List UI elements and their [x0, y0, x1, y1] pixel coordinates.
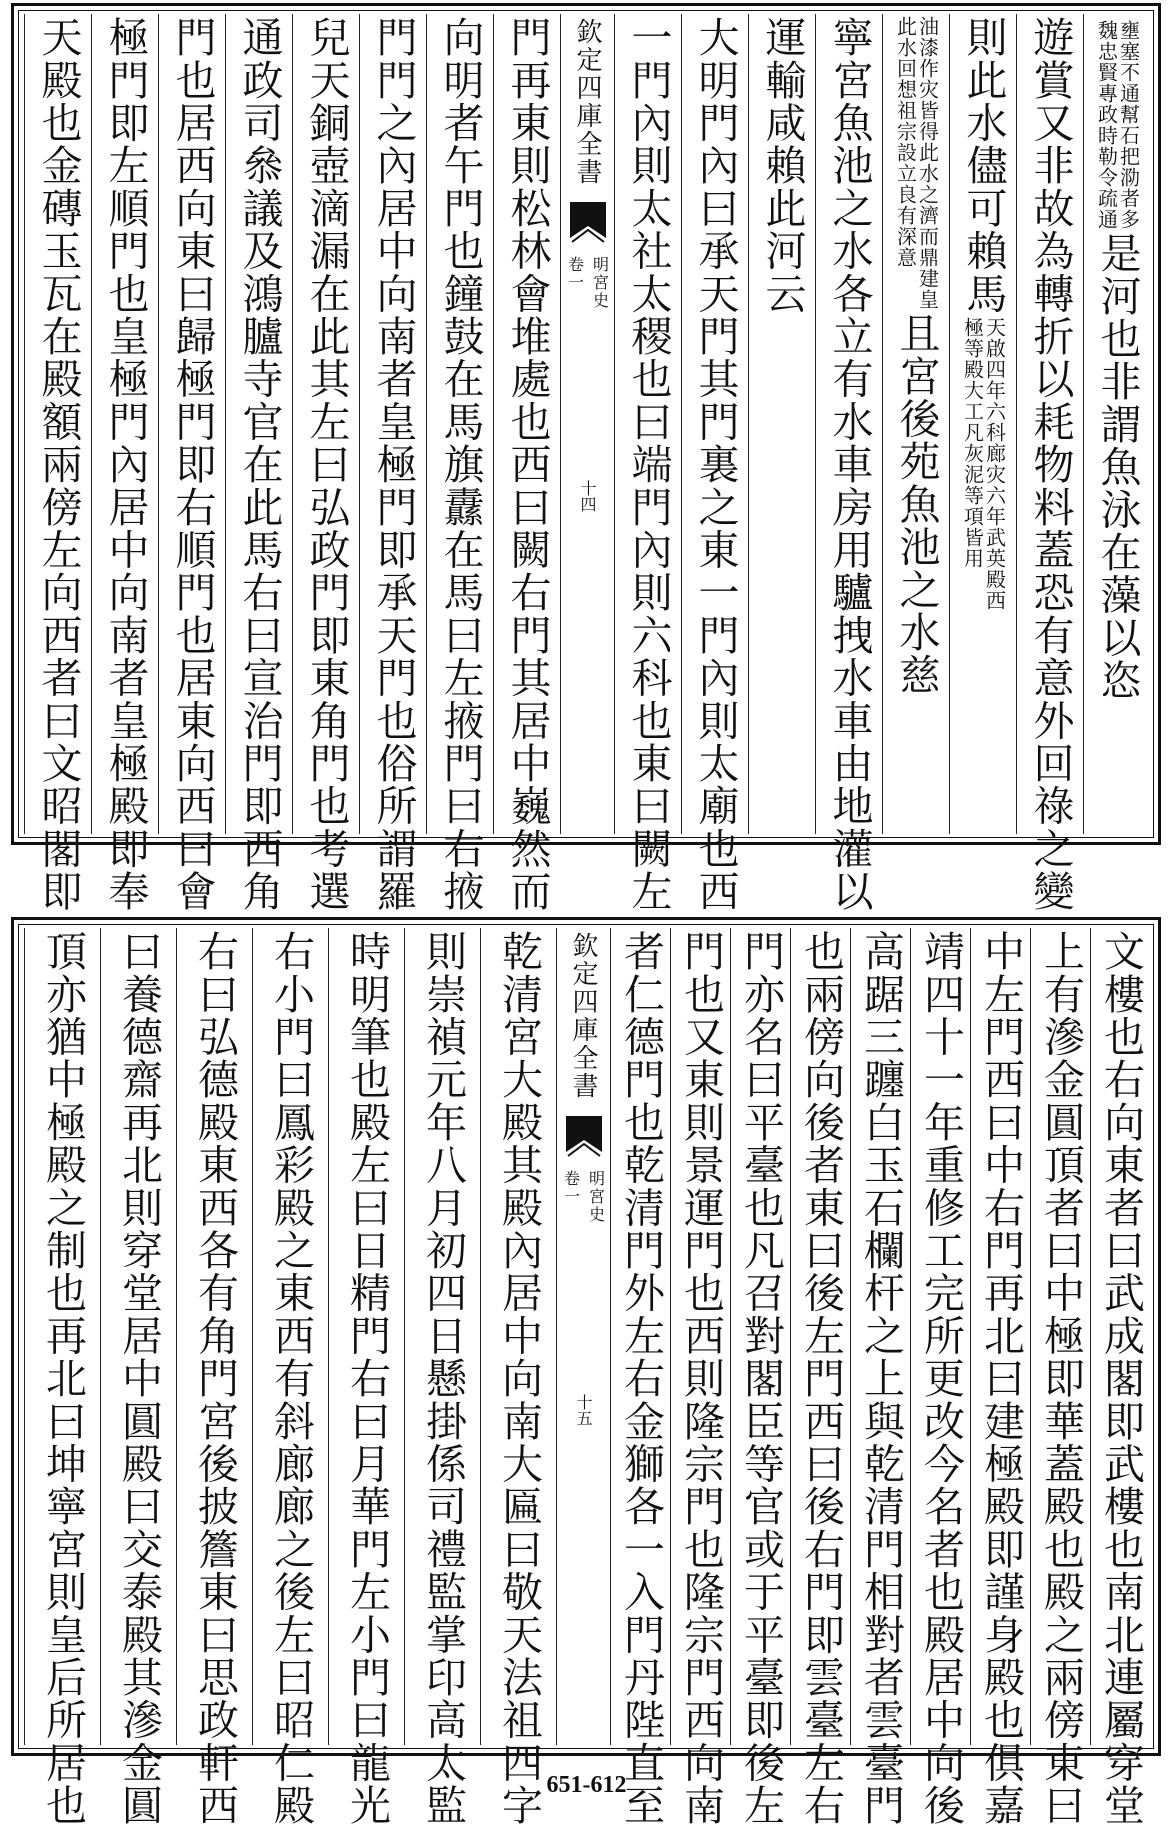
text-line: 高踞三躔白玉石欄杆之上與乾清門相對者雲臺門 — [857, 930, 905, 1827]
text-column — [1083, 14, 1150, 834]
text-column — [730, 928, 790, 1827]
text-line: 也兩傍向後者東曰後左門西曰後右門即雲臺左右 — [797, 930, 845, 1827]
text-column — [670, 928, 730, 1827]
text-column — [850, 928, 910, 1827]
text-line: 門亦名曰平臺也凡召對閣臣等官或于平臺即後左 — [737, 930, 785, 1827]
note-line: 壅塞不通幫石把泐者多 — [1116, 20, 1141, 230]
text-column — [1030, 928, 1090, 1827]
note-line: 天啟四年六科廊灾六年武英殿西 — [982, 316, 1007, 611]
text-line: 則此水儘可賴馬 — [959, 16, 1008, 315]
gutter-book-info — [564, 256, 612, 310]
text-column — [158, 14, 225, 913]
text-line: 極門即左順門也皇極門內居中向南者皇極殿即奉 — [101, 16, 150, 913]
text-line: 上有滲金圓頂者曰中極即華蓋殿也殿之兩傍東曰 — [1037, 930, 1085, 1827]
text-column — [426, 14, 493, 913]
text-line: 右曰弘德殿東西各有角門宮後披簷東曰思政軒西 — [191, 930, 239, 1827]
text-column — [359, 14, 426, 913]
text-line: 中左門西曰中右門再北曰建極殿即謹身殿也俱嘉 — [977, 930, 1025, 1827]
gutter-title: 欽定四庫全書 — [572, 18, 602, 186]
note-line: 極等殿大工凡灰泥等項皆用 — [960, 316, 985, 569]
gutter-leaf-number: 十五 — [574, 1394, 593, 1426]
gutter-book-info — [560, 1170, 608, 1224]
text-line: 時明筆也殿左曰日精門右曰月華門左小門曰龍光 — [343, 930, 391, 1827]
text-column — [176, 928, 252, 1827]
gutter-volume: 卷一 — [561, 1170, 581, 1206]
interlinear-note — [895, 14, 938, 310]
text-column — [100, 928, 176, 1827]
text-line: 則崇禎元年八月初四日懸掛係司禮監掌印高太監 — [419, 930, 467, 1827]
text-line: 寧宮魚池之水各立有水車房用驢拽水車由地灌以 — [825, 16, 874, 913]
text-column — [24, 14, 91, 913]
text-column — [790, 928, 850, 1827]
text-column — [815, 14, 882, 913]
text-column — [493, 14, 560, 913]
page-frame — [11, 3, 1161, 913]
text-column — [882, 14, 949, 834]
text-column — [252, 928, 328, 1827]
text-column — [1016, 14, 1083, 913]
text-line: 通政司叅議及鴻臚寺官在此馬右曰宣治門即西角 — [235, 16, 284, 913]
text-line: 門門之內居中向南者皇極門即承天門也俗所謂羅 — [369, 16, 418, 913]
text-line: 兒天銅壺滴漏在此其左曰弘政門即東角門也考選 — [302, 16, 351, 913]
text-column — [292, 14, 359, 913]
text-line: 門再東則松林會堆處也西曰闕右門其居中巍然而 — [503, 16, 552, 913]
page-gutter — [556, 928, 610, 1745]
text-line: 向明者午門也鐘鼓在馬旗纛在馬曰左掖門曰右掖 — [436, 16, 485, 913]
text-column — [748, 14, 815, 834]
text-column — [610, 928, 670, 1827]
interlinear-note — [962, 315, 1005, 611]
text-line: 且宮後苑魚池之水慈 — [892, 312, 941, 697]
text-column — [910, 928, 970, 1827]
page-gutter — [560, 14, 614, 834]
text-line: 頂亦猶中極殿之制也再北曰坤寧宮則皇后所居也 — [39, 930, 87, 1827]
text-column — [225, 14, 292, 913]
text-line: 運輸咸賴此河云 — [758, 16, 807, 315]
text-column — [681, 14, 748, 913]
text-column — [970, 928, 1030, 1827]
text-line: 門也又東則景運門也西則隆宗門也隆宗門西向南 — [677, 930, 725, 1827]
text-line: 是河也非謂魚泳在藻以恣 — [1093, 232, 1142, 702]
text-line: 大明門內曰承天門其門裏之東一門內則太廟也西 — [691, 16, 740, 913]
text-column — [328, 928, 404, 1827]
note-line: 油漆作灾皆得此水之濟而鼎建皇 — [915, 16, 940, 310]
note-line: 此水回想祖宗設立良有深意 — [893, 16, 918, 268]
text-line: 靖四十一年重修工完所更改今名者也殿居中向後 — [917, 930, 965, 1827]
text-line: 文樓也右向東者曰武成閣即武樓也南北連屬穿堂 — [1097, 930, 1145, 1827]
text-line: 曰養德齋再北則穿堂居中圓殿曰交泰殿其滲金圓 — [115, 930, 163, 1827]
note-line: 魏忠賢專政時勒令疏通 — [1094, 20, 1119, 230]
text-column — [24, 928, 100, 1827]
text-line: 右小門曰鳳彩殿之東西有斜廊廊之後左曰昭仁殿 — [267, 930, 315, 1827]
text-column — [1090, 928, 1150, 1827]
text-column — [480, 928, 556, 1827]
gutter-leaf-number: 十四 — [578, 480, 597, 512]
gutter-book-name: 明宮史 — [586, 1170, 606, 1224]
text-column — [949, 14, 1016, 834]
interlinear-note — [1096, 18, 1139, 230]
fish-tail-mark-icon — [564, 1112, 604, 1160]
page-bottom — [0, 903, 1173, 1827]
folio-number: 651-612 — [546, 1772, 627, 1798]
gutter-volume: 卷一 — [565, 256, 585, 292]
gutter-book-name: 明宮史 — [590, 256, 610, 310]
text-column — [91, 14, 158, 913]
text-line: 天殿也金磚玉瓦在殿額兩傍左向西者曰文昭閣即 — [34, 16, 83, 913]
gutter-title: 欽定四庫全書 — [568, 932, 598, 1100]
text-line: 遊賞又非故為轉折以耗物料蓋恐有意外回祿之變 — [1026, 16, 1075, 913]
text-line: 門也居西向東曰歸極門即右順門也居東向西曰會 — [168, 16, 217, 913]
fish-tail-mark-icon — [568, 198, 608, 246]
text-line: 一門內則太社太稷也曰端門內則六科也東曰闕左 — [624, 16, 673, 913]
text-line: 乾清宮大殿其殿內居中向南大匾曰敬天法祖四字 — [495, 930, 543, 1827]
text-column — [614, 14, 681, 913]
text-column — [404, 928, 480, 1827]
text-line: 者仁德門也乾清門外左右金獅各一入門丹陛直至 — [617, 930, 665, 1827]
page-top — [0, 0, 1173, 913]
